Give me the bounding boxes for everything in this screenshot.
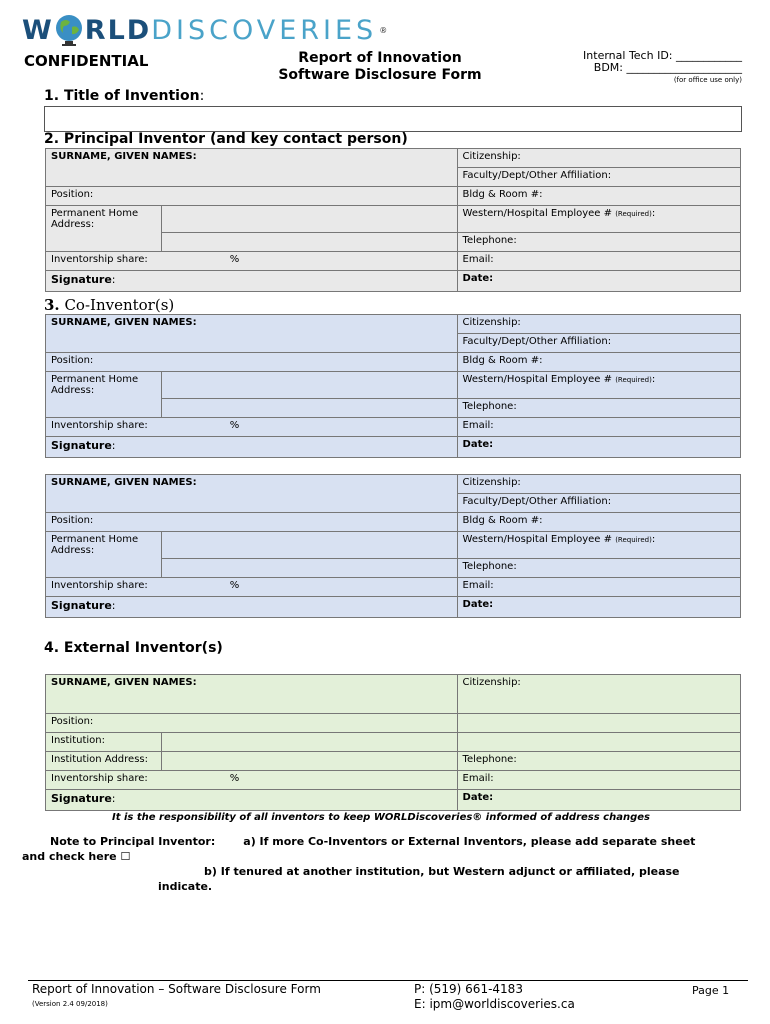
email-field[interactable]: Email: (457, 252, 740, 271)
institution-address-input[interactable] (162, 752, 458, 771)
faculty-field[interactable]: Faculty/Dept/Other Affiliation: (457, 494, 740, 513)
office-use-note: (for office use only) (673, 76, 742, 84)
home-address-input-2[interactable] (162, 399, 458, 418)
section4-heading: 4. External Inventor(s) (44, 640, 223, 656)
signature-field[interactable] (46, 597, 458, 618)
address-responsibility-note: It is the responsibility of all inventors to keep WORLDiscoveries® informed of address changes (112, 812, 650, 823)
employee-colon: : (651, 208, 656, 219)
citizenship-field[interactable]: Citizenship: (457, 675, 740, 714)
inventorship-share-field[interactable] (46, 252, 458, 271)
form-title (260, 50, 500, 84)
logo-discoveries: DISCOVERIES (151, 14, 378, 46)
required-note: (Required) (615, 536, 652, 544)
confidential-label: CONFIDENTIAL (24, 52, 149, 70)
signature-colon: : (111, 439, 116, 452)
citizenship-field[interactable]: Citizenship: (457, 475, 740, 494)
citizenship-field[interactable]: Citizenship: (457, 315, 740, 334)
position-field[interactable]: Position: (46, 714, 458, 733)
email-field[interactable]: Email: (457, 418, 740, 437)
internal-tech-id: Internal Tech ID: ____________ (583, 49, 742, 62)
footer-page-number: Page 1 (692, 984, 730, 997)
employee-number-field[interactable] (457, 372, 740, 399)
footer-phone: P: (519) 661-4183 (414, 982, 523, 996)
citizenship-field[interactable]: Citizenship: (457, 149, 740, 168)
share-label: Inventorship share: (51, 254, 148, 265)
co-inventor-table-1 (45, 314, 741, 458)
section1-title: Title of Invention (63, 88, 200, 104)
inventorship-share-field[interactable] (46, 578, 458, 597)
signature-label: Signature (51, 273, 112, 286)
section3-heading (44, 296, 174, 314)
footer-rule (28, 980, 748, 981)
signature-label: Signature (51, 599, 112, 612)
bldg-room-field[interactable]: Bldg & Room #: (457, 513, 740, 532)
signature-field[interactable] (46, 437, 458, 458)
institution-label: Institution: (46, 733, 162, 752)
employee-colon: : (651, 374, 656, 385)
employee-number-field[interactable] (457, 206, 740, 233)
surname-field[interactable]: SURNAME, GIVEN NAMES: (46, 675, 458, 714)
employee-number-field[interactable] (457, 532, 740, 559)
check-here-checkbox[interactable]: and check here ☐ (22, 850, 131, 863)
principal-inventor-note (22, 834, 695, 894)
bldg-room-field[interactable]: Bldg & Room #: (457, 187, 740, 206)
share-label: Inventorship share: (51, 580, 148, 591)
section3-title: Co-Inventor(s) (64, 296, 175, 314)
globe-icon (54, 13, 84, 47)
telephone-field[interactable]: Telephone: (457, 559, 740, 578)
home-address-label: Permanent Home Address: (46, 372, 162, 418)
form-title-line1: Report of Innovation (298, 50, 462, 66)
bldg-room-field[interactable]: Bldg & Room #: (457, 353, 740, 372)
co-inventor-table-2 (45, 474, 741, 618)
telephone-field[interactable]: Telephone: (457, 752, 740, 771)
share-label: Inventorship share: (51, 420, 148, 431)
percent-sign: % (229, 254, 240, 265)
telephone-field[interactable]: Telephone: (457, 399, 740, 418)
section1-heading (44, 88, 204, 104)
surname-field[interactable]: SURNAME, GIVEN NAMES: (46, 315, 458, 353)
blank-right-field[interactable] (457, 714, 740, 733)
institution-address-label: Institution Address: (46, 752, 162, 771)
note-label: Note to Principal Inventor: (50, 835, 216, 848)
email-field[interactable]: Email: (457, 578, 740, 597)
signature-field[interactable] (46, 271, 458, 292)
surname-field[interactable]: SURNAME, GIVEN NAMES: (46, 149, 458, 187)
logo-rld: RLD (84, 14, 152, 46)
note-a: a) If more Co-Inventors or External Inventors, please add separate sheet (243, 835, 696, 848)
position-field[interactable]: Position: (46, 187, 458, 206)
home-address-label: Permanent Home Address: (46, 532, 162, 578)
home-address-input[interactable] (162, 372, 458, 399)
required-note: (Required) (615, 376, 652, 384)
faculty-field[interactable]: Faculty/Dept/Other Affiliation: (457, 334, 740, 353)
bdm-field: BDM: _____________________ (593, 61, 742, 74)
signature-label: Signature (51, 439, 112, 452)
email-field[interactable]: Email: (457, 771, 740, 790)
date-field[interactable]: Date: (457, 437, 740, 458)
position-field[interactable]: Position: (46, 353, 458, 372)
institution-input[interactable] (162, 733, 458, 752)
telephone-field[interactable]: Telephone: (457, 233, 740, 252)
required-note: (Required) (615, 210, 652, 218)
external-inventor-table (45, 674, 741, 811)
footer-form-name: Report of Innovation – Software Disclosure Form (32, 982, 321, 996)
percent-sign: % (229, 773, 240, 784)
surname-field[interactable]: SURNAME, GIVEN NAMES: (46, 475, 458, 513)
blank-right-field-2[interactable] (457, 733, 740, 752)
signature-label: Signature (51, 792, 112, 805)
employee-label: Western/Hospital Employee # (462, 534, 612, 545)
signature-colon: : (111, 273, 116, 286)
section1-colon: : (199, 88, 205, 104)
office-use-box (560, 50, 742, 86)
position-field[interactable]: Position: (46, 513, 458, 532)
inventorship-share-field[interactable] (46, 771, 458, 790)
worldiscoveries-logo (22, 10, 387, 50)
home-address-input[interactable] (162, 532, 458, 559)
signature-colon: : (111, 792, 116, 805)
employee-colon: : (651, 534, 656, 545)
section2-heading: 2. Principal Inventor (and key contact person) (44, 131, 408, 147)
form-title-line2: Software Disclosure Form (278, 67, 482, 83)
date-field[interactable]: Date: (457, 271, 740, 292)
date-field[interactable]: Date: (457, 597, 740, 618)
home-address-label: Permanent Home Address: (46, 206, 162, 252)
home-address-input-2[interactable] (162, 233, 458, 252)
title-of-invention-input[interactable] (44, 106, 742, 132)
faculty-field[interactable]: Faculty/Dept/Other Affiliation: (457, 168, 740, 187)
date-field[interactable]: Date: (457, 790, 740, 811)
inventorship-share-field[interactable] (46, 418, 458, 437)
home-address-input[interactable] (162, 206, 458, 233)
section1-number: 1. (44, 88, 60, 104)
employee-label: Western/Hospital Employee # (462, 374, 612, 385)
section3-number: 3. (44, 296, 60, 314)
note-b-indicate: indicate. (158, 880, 213, 893)
signature-field[interactable] (46, 790, 458, 811)
employee-label: Western/Hospital Employee # (462, 208, 612, 219)
logo-w: W (22, 14, 53, 46)
percent-sign: % (229, 580, 240, 591)
note-b: b) If tenured at another institution, but Western adjunct or affiliated, please (204, 865, 680, 878)
footer-email: E: ipm@worldiscoveries.ca (414, 997, 575, 1011)
home-address-input-2[interactable] (162, 559, 458, 578)
share-label: Inventorship share: (51, 773, 148, 784)
signature-colon: : (111, 599, 116, 612)
footer-version: (Version 2.4 09/2018) (32, 1000, 108, 1008)
logo-registered-mark: ® (379, 25, 388, 35)
principal-inventor-table (45, 148, 741, 292)
percent-sign: % (229, 420, 240, 431)
